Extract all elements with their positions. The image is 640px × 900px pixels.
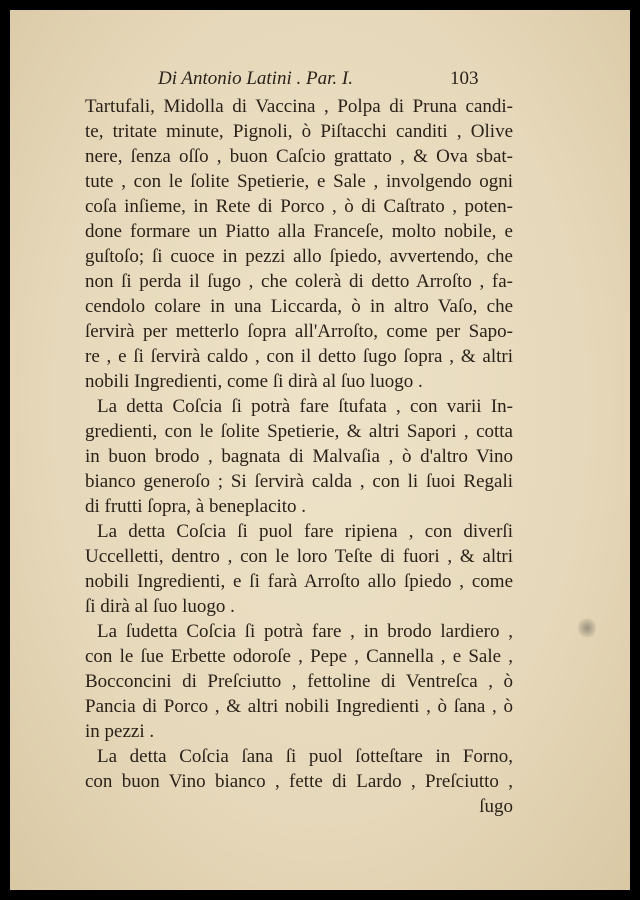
text-line: non ſi perda il ſugo , che colerà di detto Arroſto , fa- xyxy=(85,271,513,292)
text-line: ſi dirà al ſuo luogo . xyxy=(85,596,235,617)
text-line: Tartufali, Midolla di Vaccina , Polpa di Pruna candi- xyxy=(85,96,513,117)
text-line: re , e ſi ſervirà caldo , con il detto ſugo ſopra , & altri xyxy=(85,346,513,367)
text-line: tute , con le ſolite Spetierie, e Sale , involgendo ogni xyxy=(85,171,513,192)
text-line: in pezzi . xyxy=(85,721,155,742)
page-number: 103 xyxy=(450,68,479,89)
text-line: nobili Ingredienti, come ſi dirà al ſuo luogo . xyxy=(85,371,423,392)
text-line: guſtoſo; ſi cuoce in pezzi allo ſpiedo, avvertendo, che xyxy=(85,246,513,267)
running-title: Di Antonio Latini . Par. I. xyxy=(158,68,353,89)
paragraph-start: La detta Coſcia ſana ſi puol ſotteſtare in Forno, xyxy=(97,746,513,767)
text-line: con buon Vino bianco , fette di Lardo , Preſciutto , xyxy=(85,771,513,792)
text-line: gredienti, con le ſolite Spetierie, & altri Sapori , cotta xyxy=(85,421,513,442)
text-line: coſa inſieme, in Rete di Porco , ò di Caſtrato , poten- xyxy=(85,196,513,217)
text-line: Bocconcini di Preſciutto , fettoline di Ventreſca , ò xyxy=(85,671,513,692)
text-line: di frutti ſopra, à beneplacito . xyxy=(85,496,307,517)
page-header xyxy=(10,68,630,94)
text-line: con le ſue Erbette odoroſe , Pepe , Cannella , e Sale , xyxy=(85,646,513,667)
book-page xyxy=(10,10,630,890)
text-line: ſervirà per metterlo ſopra all'Arroſto, come per Sapo- xyxy=(85,321,513,342)
text-line: Uccelletti, dentro , con le loro Teſte di fuori , & altri xyxy=(85,546,513,567)
text-line: bianco generoſo ; Si ſervirà calda , con li ſuoi Regali xyxy=(85,471,513,492)
text-line: nobili Ingredienti, e ſi farà Arroſto allo ſpiedo , come xyxy=(85,571,513,592)
paragraph-start: La ſudetta Coſcia ſi potrà fare , in brodo lardiero , xyxy=(97,621,513,642)
catchword: ſugo xyxy=(479,796,513,817)
paragraph-start: La detta Coſcia ſi puol fare ripiena , con diverſi xyxy=(97,521,513,542)
text-line: Pancia di Porco , & altri nobili Ingredienti , ò ſana , ò xyxy=(85,696,513,717)
paper-stain xyxy=(578,616,596,640)
text-line: done formare un Piatto alla Franceſe, molto nobile, e xyxy=(85,221,513,242)
body-text xyxy=(85,94,513,819)
text-line: in buon brodo , bagnata di Malvaſia , ò d'altro Vino xyxy=(85,446,513,467)
text-line: te, tritate minute, Pignoli, ò Piſtacchi canditi , Olive xyxy=(85,121,513,142)
text-line: cendolo colare in una Liccarda, ò in altro Vaſo, che xyxy=(85,296,513,317)
text-line: nere, ſenza oſſo , buon Caſcio grattato , & Ova sbat- xyxy=(85,146,513,167)
paragraph-start: La detta Coſcia ſi potrà fare ſtufata , con varii In- xyxy=(97,396,513,417)
